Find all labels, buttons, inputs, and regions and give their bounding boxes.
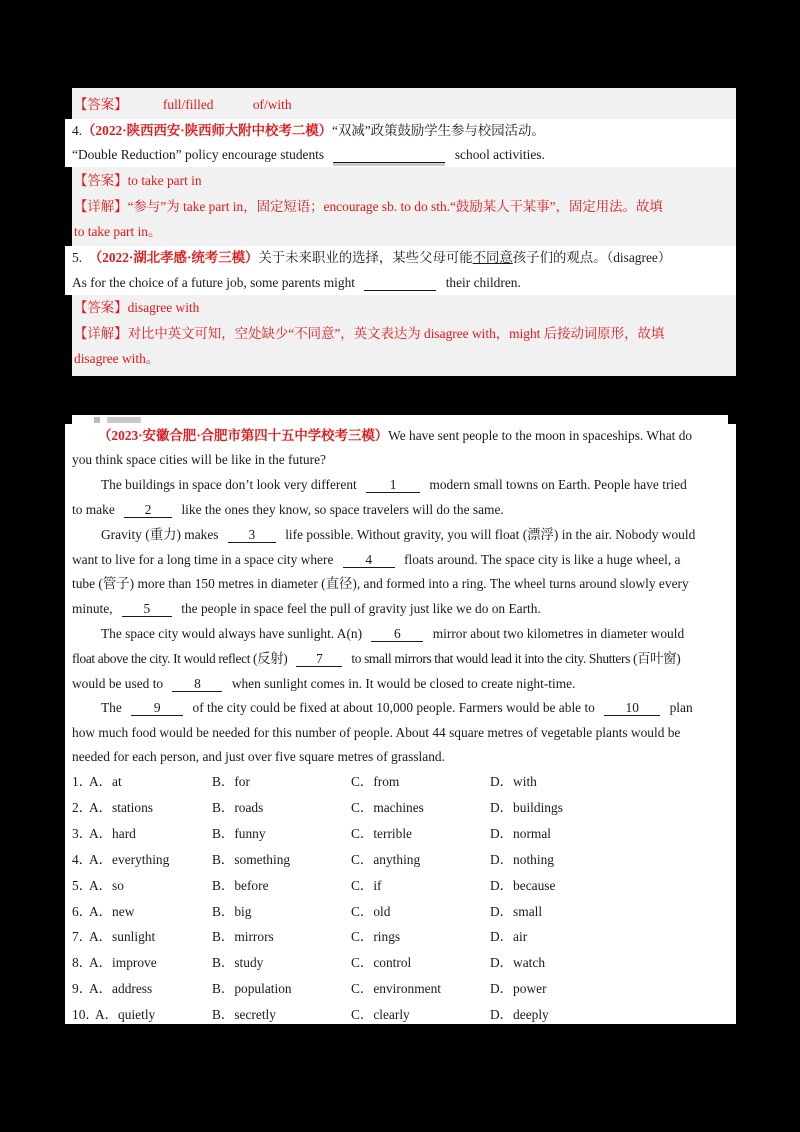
text: would be used to <box>72 676 167 691</box>
intro-text-1: We have sent people to the moon in spaceships. What do <box>388 428 693 443</box>
option-c[interactable]: C．control <box>351 955 412 971</box>
q4-source: （2022·陕西西安·陕西师大附中校考二模） <box>82 123 333 138</box>
q5-answer-line <box>74 299 199 317</box>
option-d[interactable]: D．normal <box>490 825 551 841</box>
option-b[interactable]: B．something <box>212 851 291 867</box>
text: plan <box>666 700 693 715</box>
q4-prompt-line <box>72 122 545 140</box>
text: the people in space feel the pull of gravity just like we do on Earth. <box>177 601 541 616</box>
answer-value-1: full/filled <box>162 97 214 112</box>
blank-5[interactable]: 5 <box>122 602 172 617</box>
option-a[interactable]: A．stations <box>89 799 153 815</box>
passage-line-12 <box>72 748 445 766</box>
option-d[interactable]: D．small <box>490 903 543 919</box>
q5-blank[interactable] <box>364 276 436 291</box>
q5-answer-label: 【答案】 <box>74 300 128 315</box>
option-d[interactable]: D．power <box>490 981 547 997</box>
q4-prompt-cn: “双减”政策鼓励学生参与校园活动。 <box>332 123 545 138</box>
q5-detail-text-2: disagree with。 <box>74 351 160 366</box>
q4-blank[interactable] <box>333 148 445 163</box>
text: when sunlight comes in. It would be closed to create night-time. <box>228 676 576 691</box>
option-a[interactable]: A．address <box>89 981 153 997</box>
q4-answer: to take part in <box>127 173 202 188</box>
blank-1[interactable]: 1 <box>366 478 420 493</box>
option-d[interactable]: D．nothing <box>490 851 554 867</box>
text: The <box>101 700 126 715</box>
q4-detail-line-2 <box>74 223 161 241</box>
text: The buildings in space don’t look very different <box>101 477 361 492</box>
passage-line-11 <box>72 724 680 742</box>
q4-answer-label: 【答案】 <box>74 173 128 188</box>
passage-line-5 <box>72 575 689 593</box>
q5-sentence-before: As for the choice of a future job, some parents might <box>72 275 355 290</box>
option-c[interactable]: C．environment <box>351 981 442 997</box>
answer-label: 【答案】 <box>74 97 128 112</box>
text: floats around. The space city is like a huge wheel, a <box>400 552 681 567</box>
q4-sentence-after: school activities. <box>454 147 545 162</box>
intro-line-1 <box>72 427 727 445</box>
text: of the city could be fixed at about 10,000 people. Farmers would be able to <box>189 700 599 715</box>
option-a[interactable]: A．everything <box>89 851 170 867</box>
question-number: 5． <box>72 877 93 893</box>
option-c[interactable]: C．terrible <box>351 825 412 841</box>
option-d[interactable]: D．deeply <box>490 1007 549 1023</box>
option-c[interactable]: C．clearly <box>351 1007 410 1023</box>
passage-line-1 <box>101 476 687 494</box>
option-b[interactable]: B．before <box>212 877 269 893</box>
q4-sentence-line <box>72 146 545 164</box>
text: Gravity (重力) makes <box>101 527 222 542</box>
option-a[interactable]: A．new <box>89 903 135 919</box>
cloze-source: （2023·安徽合肥·合肥市第四十五中学校考三模） <box>98 428 389 443</box>
prev-answer-line <box>74 96 292 114</box>
passage-line-8 <box>72 650 680 668</box>
text: like the ones they know, so space travelers will do the same. <box>178 502 504 517</box>
text: life possible. Without gravity, you will float (漂浮) in the air. Nobody would <box>281 527 696 542</box>
passage-line-2 <box>72 501 504 519</box>
options-list <box>65 771 736 1023</box>
q4-detail-line-1 <box>74 198 663 216</box>
passage-line-3 <box>101 526 695 544</box>
question-number: 4． <box>72 851 93 867</box>
option-b[interactable]: B．secretly <box>212 1007 276 1023</box>
q5-number: 5. <box>72 250 83 265</box>
blank-2[interactable]: 2 <box>124 503 172 518</box>
text: needed for each person, and just over five square metres of grassland. <box>72 749 445 764</box>
option-c[interactable]: C．rings <box>351 929 401 945</box>
text: want to live for a long time in a space city where <box>72 552 337 567</box>
blank-7[interactable]: 7 <box>296 652 342 667</box>
option-d[interactable]: D．with <box>490 774 537 789</box>
option-a[interactable]: A．at <box>89 774 122 789</box>
intro-line-2 <box>72 451 326 469</box>
option-c[interactable]: C．old <box>351 903 391 919</box>
q4-detail-text-2: to take part in。 <box>74 224 162 239</box>
text: The space city would always have sunlight. A(n) <box>101 626 366 641</box>
text: to small mirrors that would lead it into the city. Shutters (百叶窗) <box>348 651 681 666</box>
option-d[interactable]: D．air <box>490 929 528 945</box>
q4-sentence-before: “Double Reduction” policy encourage students <box>72 147 325 162</box>
q4-detail-text-1: “参与”为 take part in，固定短语；encourage sb. to do sth.“鼓励某人干某事”，固定用法。故填 <box>127 199 663 214</box>
passage-line-4 <box>72 551 681 569</box>
q5-sentence-line <box>72 274 521 292</box>
q4-number: 4. <box>72 123 83 138</box>
option-b[interactable]: B．mirrors <box>212 929 274 945</box>
option-c[interactable]: C．if <box>351 877 382 893</box>
text: to make <box>72 502 119 517</box>
blank-6[interactable]: 6 <box>371 627 423 642</box>
blank-4[interactable]: 4 <box>343 553 395 568</box>
option-b[interactable]: B．big <box>212 903 252 919</box>
option-a[interactable]: A．quietly <box>95 1007 156 1023</box>
option-b[interactable]: B．funny <box>212 825 266 841</box>
header-title-blurred <box>107 417 141 423</box>
text: minute, <box>72 601 116 616</box>
question-number: 8． <box>72 955 93 971</box>
option-d[interactable]: D．watch <box>490 955 546 971</box>
answer-block-1 <box>65 88 736 376</box>
question-number: 2． <box>72 799 93 815</box>
header-strip <box>72 415 728 424</box>
blank-8[interactable]: 8 <box>172 677 222 692</box>
option-a[interactable]: A．improve <box>89 955 157 971</box>
question-number: 1． <box>72 774 93 789</box>
passage-line-9 <box>72 675 575 693</box>
text: mirror about two kilometres in diameter would <box>429 626 685 641</box>
option-d[interactable]: D．buildings <box>490 799 563 815</box>
option-c[interactable]: C．machines <box>351 799 424 815</box>
cloze-block <box>65 415 736 1024</box>
q5-prompt-cn-after: 孩子们的观点。（disagree） <box>512 250 672 265</box>
option-b[interactable]: B．for <box>212 774 250 789</box>
option-d[interactable]: D．because <box>490 877 556 893</box>
text: how much food would be needed for this number of people. About 44 square metres of vegetable plants would be <box>72 725 681 740</box>
passage-line-6 <box>72 600 541 618</box>
q5-detail-label: 【详解】 <box>74 326 128 341</box>
q4-detail-label: 【详解】 <box>74 199 128 214</box>
question-number: 10． <box>72 1007 99 1023</box>
intro-text-2: you think space cities will be like in the future? <box>72 452 326 467</box>
passage-line-7 <box>101 625 684 643</box>
question-number: 9． <box>72 981 93 997</box>
option-c[interactable]: C．from <box>351 774 400 789</box>
question-number: 3． <box>72 825 93 841</box>
q5-prompt-cn-before: 关于未来职业的选择，某些父母可能 <box>258 250 473 265</box>
text: float above the city. It would reflect (反射) <box>72 651 291 666</box>
option-a[interactable]: A．so <box>89 877 124 893</box>
text: modern small towns on Earth. People have tried <box>426 477 687 492</box>
q5-prompt-cn-underlined: 不同意 <box>472 250 513 265</box>
q5-detail-line-2 <box>74 350 159 368</box>
blank-3[interactable]: 3 <box>228 528 276 543</box>
blank-10[interactable]: 10 <box>604 701 660 716</box>
q5-answer: disagree with <box>127 300 200 315</box>
option-c[interactable]: C．anything <box>351 851 421 867</box>
passage-line-10 <box>101 699 693 717</box>
answer-value-2: of/with <box>252 97 292 112</box>
option-b[interactable]: B．roads <box>212 799 264 815</box>
q5-sentence-after: their children. <box>445 275 521 290</box>
q5-detail-line-1 <box>74 325 664 343</box>
q5-prompt-line <box>72 249 671 267</box>
question-number: 7． <box>72 929 93 945</box>
q5-source: （2022·湖北孝感·统考三模） <box>88 250 259 265</box>
option-b[interactable]: B．study <box>212 955 264 971</box>
option-b[interactable]: B．population <box>212 981 292 997</box>
question-number: 6． <box>72 903 93 919</box>
q5-detail-text-1: 对比中英文可知，空处缺少“不同意”，英文表达为 disagree with，might 后接动词原形，故填 <box>127 326 665 341</box>
option-a[interactable]: A．sunlight <box>89 929 156 945</box>
header-marker-icon <box>94 417 100 423</box>
q4-answer-line <box>74 172 202 190</box>
blank-9[interactable]: 9 <box>131 701 183 716</box>
text: tube (管子) more than 150 metres in diameter (直径), and formed into a ring. The wheel turns around slowly every <box>72 576 689 591</box>
option-a[interactable]: A．hard <box>89 825 136 841</box>
